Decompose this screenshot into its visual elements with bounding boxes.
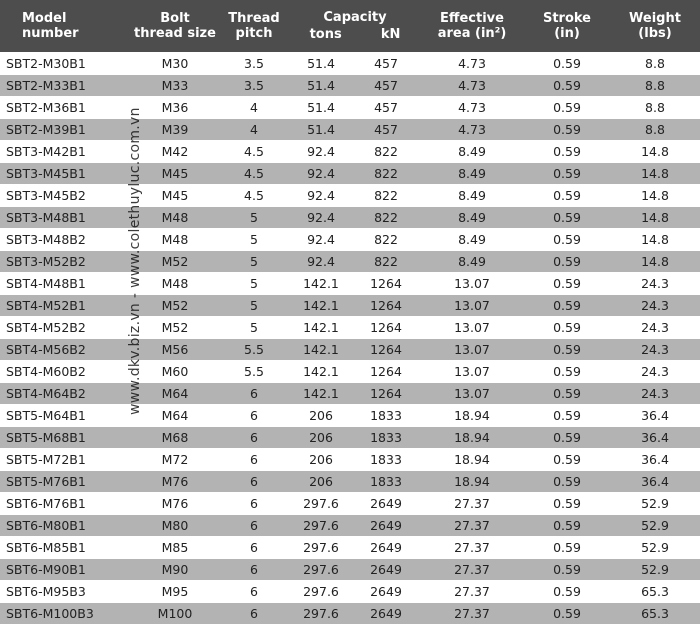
header-bolt [132, 0, 218, 53]
model-cell: SBT6-M90B1 [0, 559, 132, 581]
model-cell: SBT3-M48B2 [0, 229, 132, 251]
model-cell: SBT4-M48B1 [0, 273, 132, 295]
kn-cell: 1264 [352, 383, 420, 405]
header-weight-label: Weight (lbs) [629, 11, 681, 41]
tons-cell: 206 [290, 449, 352, 471]
kn-cell: 1264 [352, 339, 420, 361]
stroke-cell: 0.59 [524, 317, 610, 339]
weight-cell: 52.9 [610, 537, 700, 559]
weight-cell: 24.3 [610, 295, 700, 317]
weight-cell: 24.3 [610, 273, 700, 295]
kn-cell: 457 [352, 119, 420, 141]
stroke-cell: 0.59 [524, 295, 610, 317]
bolt-cell: M45 [132, 185, 218, 207]
bolt-cell: M76 [132, 493, 218, 515]
weight-cell: 14.8 [610, 163, 700, 185]
stroke-cell: 0.59 [524, 53, 610, 75]
area-cell: 13.07 [420, 295, 524, 317]
weight-cell: 14.8 [610, 251, 700, 273]
kn-cell: 1833 [352, 471, 420, 493]
area-cell: 27.37 [420, 515, 524, 537]
pitch-cell: 5 [218, 317, 290, 339]
tons-cell: 297.6 [290, 515, 352, 537]
area-cell: 8.49 [420, 185, 524, 207]
header-model [0, 0, 132, 53]
weight-cell: 52.9 [610, 493, 700, 515]
header-area [420, 0, 524, 53]
area-cell: 13.07 [420, 361, 524, 383]
table-row [0, 603, 700, 624]
kn-cell: 1833 [352, 405, 420, 427]
table-row [0, 141, 700, 163]
pitch-cell: 5.5 [218, 361, 290, 383]
area-cell: 18.94 [420, 449, 524, 471]
model-cell: SBT6-M85B1 [0, 537, 132, 559]
bolt-cell: M52 [132, 251, 218, 273]
tons-cell: 51.4 [290, 119, 352, 141]
pitch-cell: 5 [218, 251, 290, 273]
tons-cell: 51.4 [290, 97, 352, 119]
table-row [0, 317, 700, 339]
table-row [0, 53, 700, 75]
pitch-cell: 6 [218, 405, 290, 427]
area-cell: 18.94 [420, 427, 524, 449]
tons-cell: 92.4 [290, 229, 352, 251]
bolt-cell: M52 [132, 295, 218, 317]
bolt-cell: M85 [132, 537, 218, 559]
bolt-cell: M64 [132, 405, 218, 427]
area-cell: 4.73 [420, 53, 524, 75]
stroke-cell: 0.59 [524, 119, 610, 141]
header-tons-label: tons [310, 27, 342, 42]
tons-cell: 142.1 [290, 273, 352, 295]
tons-cell: 92.4 [290, 207, 352, 229]
tons-cell: 51.4 [290, 53, 352, 75]
header-stroke-label: Stroke (in) [543, 11, 591, 41]
table-row [0, 295, 700, 317]
pitch-cell: 6 [218, 471, 290, 493]
table-row [0, 361, 700, 383]
kn-cell: 1833 [352, 427, 420, 449]
table-row [0, 537, 700, 559]
stroke-cell: 0.59 [524, 493, 610, 515]
area-cell: 27.37 [420, 603, 524, 624]
kn-cell: 457 [352, 97, 420, 119]
pitch-cell: 5 [218, 273, 290, 295]
pitch-cell: 6 [218, 427, 290, 449]
header-kn-label: kN [381, 27, 401, 42]
table-row [0, 163, 700, 185]
area-cell: 13.07 [420, 339, 524, 361]
kn-cell: 2649 [352, 537, 420, 559]
bolt-cell: M64 [132, 383, 218, 405]
model-cell: SBT6-M76B1 [0, 493, 132, 515]
header-pitch-label: Thread pitch [228, 11, 279, 41]
stroke-cell: 0.59 [524, 75, 610, 97]
stroke-cell: 0.59 [524, 339, 610, 361]
weight-cell: 36.4 [610, 427, 700, 449]
model-cell: SBT3-M52B2 [0, 251, 132, 273]
area-cell: 27.37 [420, 559, 524, 581]
kn-cell: 822 [352, 163, 420, 185]
header-capacity [290, 0, 420, 53]
stroke-cell: 0.59 [524, 537, 610, 559]
stroke-cell: 0.59 [524, 163, 610, 185]
weight-cell: 8.8 [610, 97, 700, 119]
pitch-cell: 6 [218, 493, 290, 515]
header-weight [610, 0, 700, 53]
bolt-cell: M90 [132, 559, 218, 581]
area-cell: 18.94 [420, 471, 524, 493]
model-cell: SBT5-M64B1 [0, 405, 132, 427]
area-cell: 8.49 [420, 251, 524, 273]
kn-cell: 1264 [352, 295, 420, 317]
tons-cell: 142.1 [290, 361, 352, 383]
model-cell: SBT5-M72B1 [0, 449, 132, 471]
kn-cell: 1264 [352, 361, 420, 383]
bolt-cell: M80 [132, 515, 218, 537]
bolt-cell: M48 [132, 207, 218, 229]
tons-cell: 206 [290, 471, 352, 493]
bolt-cell: M68 [132, 427, 218, 449]
weight-cell: 24.3 [610, 361, 700, 383]
weight-cell: 24.3 [610, 339, 700, 361]
watermark-text: www.dkv.biz.vn - www.colethuyluc.com.vn [127, 107, 143, 415]
bolt-cell: M30 [132, 53, 218, 75]
header-area-label: Effective area (in²) [438, 11, 507, 41]
kn-cell: 1264 [352, 317, 420, 339]
header-model-label: Model number [22, 11, 79, 41]
area-cell: 18.94 [420, 405, 524, 427]
pitch-cell: 6 [218, 537, 290, 559]
table-row [0, 515, 700, 537]
area-cell: 27.37 [420, 537, 524, 559]
kn-cell: 822 [352, 185, 420, 207]
kn-cell: 822 [352, 141, 420, 163]
kn-cell: 2649 [352, 581, 420, 603]
model-cell: SBT4-M52B1 [0, 295, 132, 317]
bolt-cell: M76 [132, 471, 218, 493]
bolt-cell: M95 [132, 581, 218, 603]
weight-cell: 24.3 [610, 317, 700, 339]
model-cell: SBT4-M56B2 [0, 339, 132, 361]
header-bolt-label: Bolt thread size [134, 11, 216, 41]
tons-cell: 297.6 [290, 603, 352, 624]
area-cell: 13.07 [420, 273, 524, 295]
bolt-cell: M48 [132, 229, 218, 251]
pitch-cell: 3.5 [218, 75, 290, 97]
kn-cell: 2649 [352, 493, 420, 515]
table-row [0, 339, 700, 361]
pitch-cell: 6 [218, 449, 290, 471]
table-row [0, 251, 700, 273]
stroke-cell: 0.59 [524, 383, 610, 405]
table-row [0, 559, 700, 581]
pitch-cell: 6 [218, 515, 290, 537]
kn-cell: 1833 [352, 449, 420, 471]
table-row [0, 383, 700, 405]
weight-cell: 14.8 [610, 229, 700, 251]
model-cell: SBT2-M36B1 [0, 97, 132, 119]
bolt-cell: M56 [132, 339, 218, 361]
kn-cell: 2649 [352, 559, 420, 581]
weight-cell: 52.9 [610, 515, 700, 537]
weight-cell: 8.8 [610, 119, 700, 141]
tons-cell: 142.1 [290, 383, 352, 405]
table-row [0, 273, 700, 295]
area-cell: 8.49 [420, 207, 524, 229]
kn-cell: 457 [352, 53, 420, 75]
table-row [0, 229, 700, 251]
bolt-cell: M33 [132, 75, 218, 97]
weight-cell: 14.8 [610, 141, 700, 163]
pitch-cell: 4.5 [218, 163, 290, 185]
weight-cell: 24.3 [610, 383, 700, 405]
bolt-cell: M45 [132, 163, 218, 185]
kn-cell: 822 [352, 207, 420, 229]
bolt-cell: M72 [132, 449, 218, 471]
table-row [0, 119, 700, 141]
table-row [0, 97, 700, 119]
header-pitch [218, 0, 290, 53]
header-row [0, 0, 700, 53]
weight-cell: 65.3 [610, 581, 700, 603]
stroke-cell: 0.59 [524, 273, 610, 295]
tons-cell: 51.4 [290, 75, 352, 97]
model-cell: SBT2-M30B1 [0, 53, 132, 75]
bolt-cell: M60 [132, 361, 218, 383]
kn-cell: 822 [352, 251, 420, 273]
pitch-cell: 6 [218, 581, 290, 603]
stroke-cell: 0.59 [524, 229, 610, 251]
tons-cell: 92.4 [290, 141, 352, 163]
kn-cell: 457 [352, 75, 420, 97]
stroke-cell: 0.59 [524, 559, 610, 581]
stroke-cell: 0.59 [524, 471, 610, 493]
weight-cell: 14.8 [610, 207, 700, 229]
model-cell: SBT5-M68B1 [0, 427, 132, 449]
tons-cell: 297.6 [290, 537, 352, 559]
stroke-cell: 0.59 [524, 185, 610, 207]
stroke-cell: 0.59 [524, 515, 610, 537]
tons-cell: 142.1 [290, 339, 352, 361]
tons-cell: 92.4 [290, 185, 352, 207]
tons-cell: 297.6 [290, 493, 352, 515]
pitch-cell: 4 [218, 97, 290, 119]
table-row [0, 427, 700, 449]
model-cell: SBT3-M45B1 [0, 163, 132, 185]
model-cell: SBT4-M52B2 [0, 317, 132, 339]
tons-cell: 142.1 [290, 317, 352, 339]
stroke-cell: 0.59 [524, 97, 610, 119]
pitch-cell: 4.5 [218, 141, 290, 163]
stroke-cell: 0.59 [524, 603, 610, 624]
model-cell: SBT6-M100B3 [0, 603, 132, 624]
table-row [0, 207, 700, 229]
weight-cell: 52.9 [610, 559, 700, 581]
model-cell: SBT2-M33B1 [0, 75, 132, 97]
area-cell: 4.73 [420, 119, 524, 141]
pitch-cell: 5 [218, 295, 290, 317]
model-cell: SBT5-M76B1 [0, 471, 132, 493]
area-cell: 4.73 [420, 97, 524, 119]
bolt-cell: M39 [132, 119, 218, 141]
tons-cell: 142.1 [290, 295, 352, 317]
table-row [0, 471, 700, 493]
tons-cell: 297.6 [290, 559, 352, 581]
model-cell: SBT3-M45B2 [0, 185, 132, 207]
table-row [0, 405, 700, 427]
stroke-cell: 0.59 [524, 405, 610, 427]
stroke-cell: 0.59 [524, 251, 610, 273]
pitch-cell: 6 [218, 383, 290, 405]
pitch-cell: 4 [218, 119, 290, 141]
area-cell: 27.37 [420, 581, 524, 603]
bolt-cell: M42 [132, 141, 218, 163]
area-cell: 27.37 [420, 493, 524, 515]
weight-cell: 36.4 [610, 471, 700, 493]
stroke-cell: 0.59 [524, 581, 610, 603]
table-body [0, 53, 700, 624]
model-cell: SBT3-M48B1 [0, 207, 132, 229]
pitch-cell: 3.5 [218, 53, 290, 75]
table-row [0, 493, 700, 515]
kn-cell: 1264 [352, 273, 420, 295]
stroke-cell: 0.59 [524, 361, 610, 383]
area-cell: 13.07 [420, 383, 524, 405]
weight-cell: 36.4 [610, 405, 700, 427]
tons-cell: 92.4 [290, 251, 352, 273]
stroke-cell: 0.59 [524, 141, 610, 163]
stroke-cell: 0.59 [524, 427, 610, 449]
pitch-cell: 6 [218, 559, 290, 581]
table-row [0, 581, 700, 603]
kn-cell: 822 [352, 229, 420, 251]
pitch-cell: 4.5 [218, 185, 290, 207]
table-row [0, 75, 700, 97]
weight-cell: 36.4 [610, 449, 700, 471]
model-cell: SBT4-M64B2 [0, 383, 132, 405]
bolt-cell: M36 [132, 97, 218, 119]
weight-cell: 14.8 [610, 185, 700, 207]
weight-cell: 8.8 [610, 53, 700, 75]
header-capacity-label: Capacity [323, 10, 386, 25]
pitch-cell: 5.5 [218, 339, 290, 361]
table-row [0, 449, 700, 471]
bolt-cell: M52 [132, 317, 218, 339]
kn-cell: 2649 [352, 515, 420, 537]
header-stroke [524, 0, 610, 53]
tons-cell: 206 [290, 427, 352, 449]
model-cell: SBT6-M80B1 [0, 515, 132, 537]
pitch-cell: 5 [218, 207, 290, 229]
weight-cell: 65.3 [610, 603, 700, 624]
kn-cell: 2649 [352, 603, 420, 624]
tons-cell: 206 [290, 405, 352, 427]
table-row [0, 185, 700, 207]
tons-cell: 92.4 [290, 163, 352, 185]
model-cell: SBT2-M39B1 [0, 119, 132, 141]
pitch-cell: 5 [218, 229, 290, 251]
model-cell: SBT6-M95B3 [0, 581, 132, 603]
model-cell: SBT4-M60B2 [0, 361, 132, 383]
area-cell: 4.73 [420, 75, 524, 97]
stroke-cell: 0.59 [524, 207, 610, 229]
model-cell: SBT3-M42B1 [0, 141, 132, 163]
weight-cell: 8.8 [610, 75, 700, 97]
stroke-cell: 0.59 [524, 449, 610, 471]
area-cell: 8.49 [420, 141, 524, 163]
area-cell: 8.49 [420, 229, 524, 251]
tons-cell: 297.6 [290, 581, 352, 603]
area-cell: 13.07 [420, 317, 524, 339]
bolt-cell: M48 [132, 273, 218, 295]
area-cell: 8.49 [420, 163, 524, 185]
pitch-cell: 6 [218, 603, 290, 624]
bolt-cell: M100 [132, 603, 218, 624]
